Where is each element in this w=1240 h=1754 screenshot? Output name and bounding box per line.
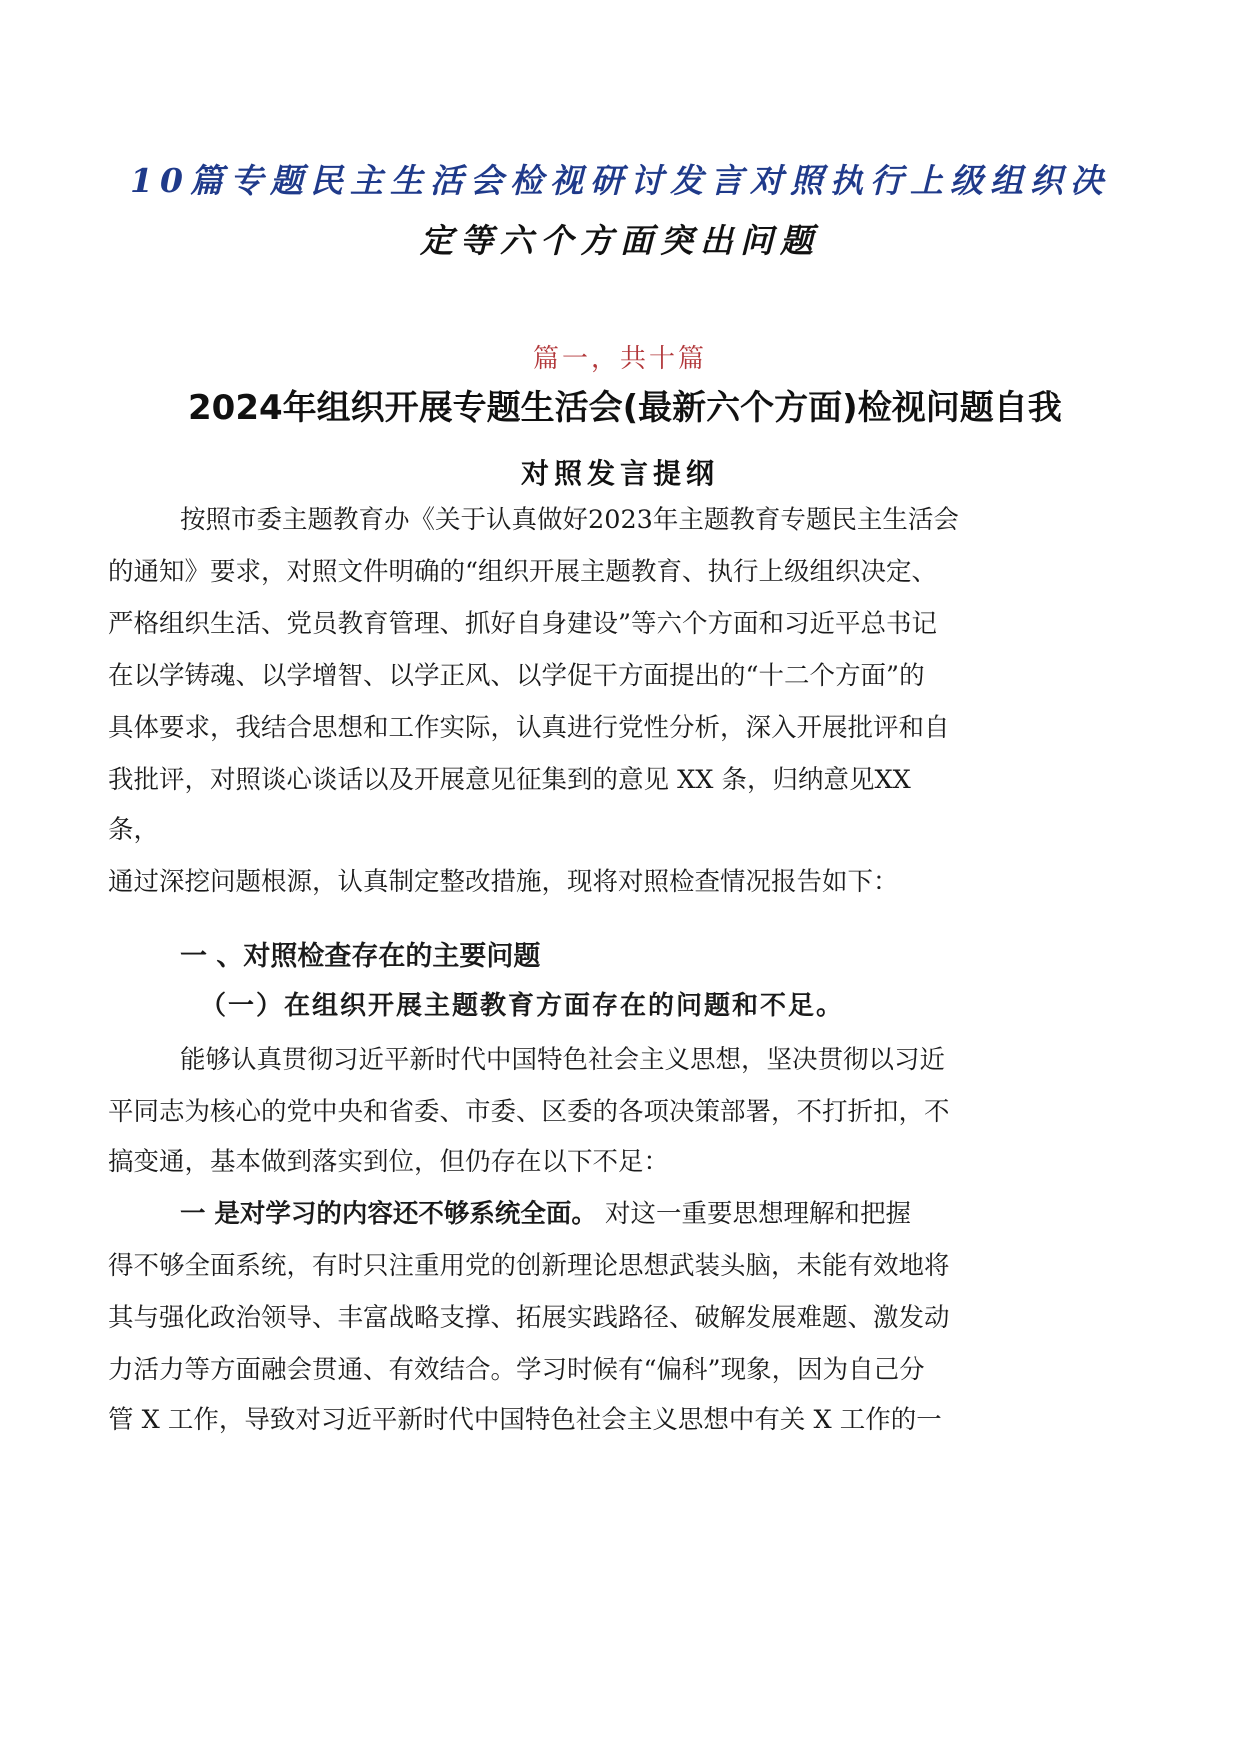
intro-line-4: 在以学铸魂、以学增智、以学正风、以学促干方面提出的“十二个方面”的: [108, 661, 925, 691]
sub-title-line-2: 对照发言提纲: [520, 457, 719, 490]
main-title-line-1: 10篇专题民主生活会检视研讨发言对照执行上级组织决: [130, 161, 1110, 200]
point1-line-5: 管 X 工作，导致对习近平新时代中国特色社会主义思想中有关 X 工作的一: [108, 1405, 942, 1435]
point1-lead-rest: 对这一重要思想理解和把握: [605, 1199, 912, 1229]
point1-line-1: [180, 1194, 911, 1230]
main-title-line-2: 定等六个方面突出问题: [420, 221, 820, 260]
section-1-heading: 一 、对照检查存在的主要问题: [180, 941, 541, 972]
para2-line-2: 平同志为核心的党中央和省委、市委、区委的各项决策部署，不打折扣，不: [108, 1097, 950, 1127]
point1-bold-lead: 一 是对学习的内容还不够系统全面。: [180, 1199, 597, 1229]
intro-line-3: 严格组织生活、党员教育管理、抓好自身建设”等六个方面和习近平总书记: [108, 609, 938, 639]
intro-line-6: 我批评，对照谈心谈话以及开展意见征集到的意见 XX 条，归纳意见XX: [108, 765, 911, 795]
intro-line-2: 的通知》要求，对照文件明确的“组织开展主题教育、执行上级组织决定、: [108, 557, 938, 587]
point1-line-3: 其与强化政治领导、丰富战略支撑、拓展实践路径、破解发展难题、激发动: [108, 1303, 950, 1333]
part-label: 篇一，共十篇: [532, 344, 707, 374]
point1-line-2: 得不够全面系统，有时只注重用党的创新理论思想武装头脑，未能有效地将: [108, 1251, 950, 1281]
sub-title-line-1: 2024年组织开展专题生活会(最新六个方面)检视问题自我: [188, 388, 1062, 428]
section-1-1-heading: （一）在组织开展主题教育方面存在的问题和不足。: [200, 991, 845, 1021]
intro-line-7: 条，: [108, 815, 160, 845]
point1-line-4: 力活力等方面融会贯通、有效结合。学习时候有“偏科”现象，因为自己分: [108, 1355, 925, 1385]
intro-line-8: 通过深挖问题根源，认真制定整改措施，现将对照检查情况报告如下：: [108, 867, 899, 897]
intro-line-5: 具体要求，我结合思想和工作实际，认真进行党性分析，深入开展批评和自: [108, 713, 950, 743]
intro-line-1: 按照市委主题教育办《关于认真做好2023年主题教育专题民主生活会: [180, 505, 959, 535]
para2-line-1: 能够认真贯彻习近平新时代中国特色社会主义思想，坚决贯彻以习近: [180, 1045, 946, 1075]
para2-line-3: 搞变通，基本做到落实到位，但仍存在以下不足：: [108, 1147, 670, 1177]
